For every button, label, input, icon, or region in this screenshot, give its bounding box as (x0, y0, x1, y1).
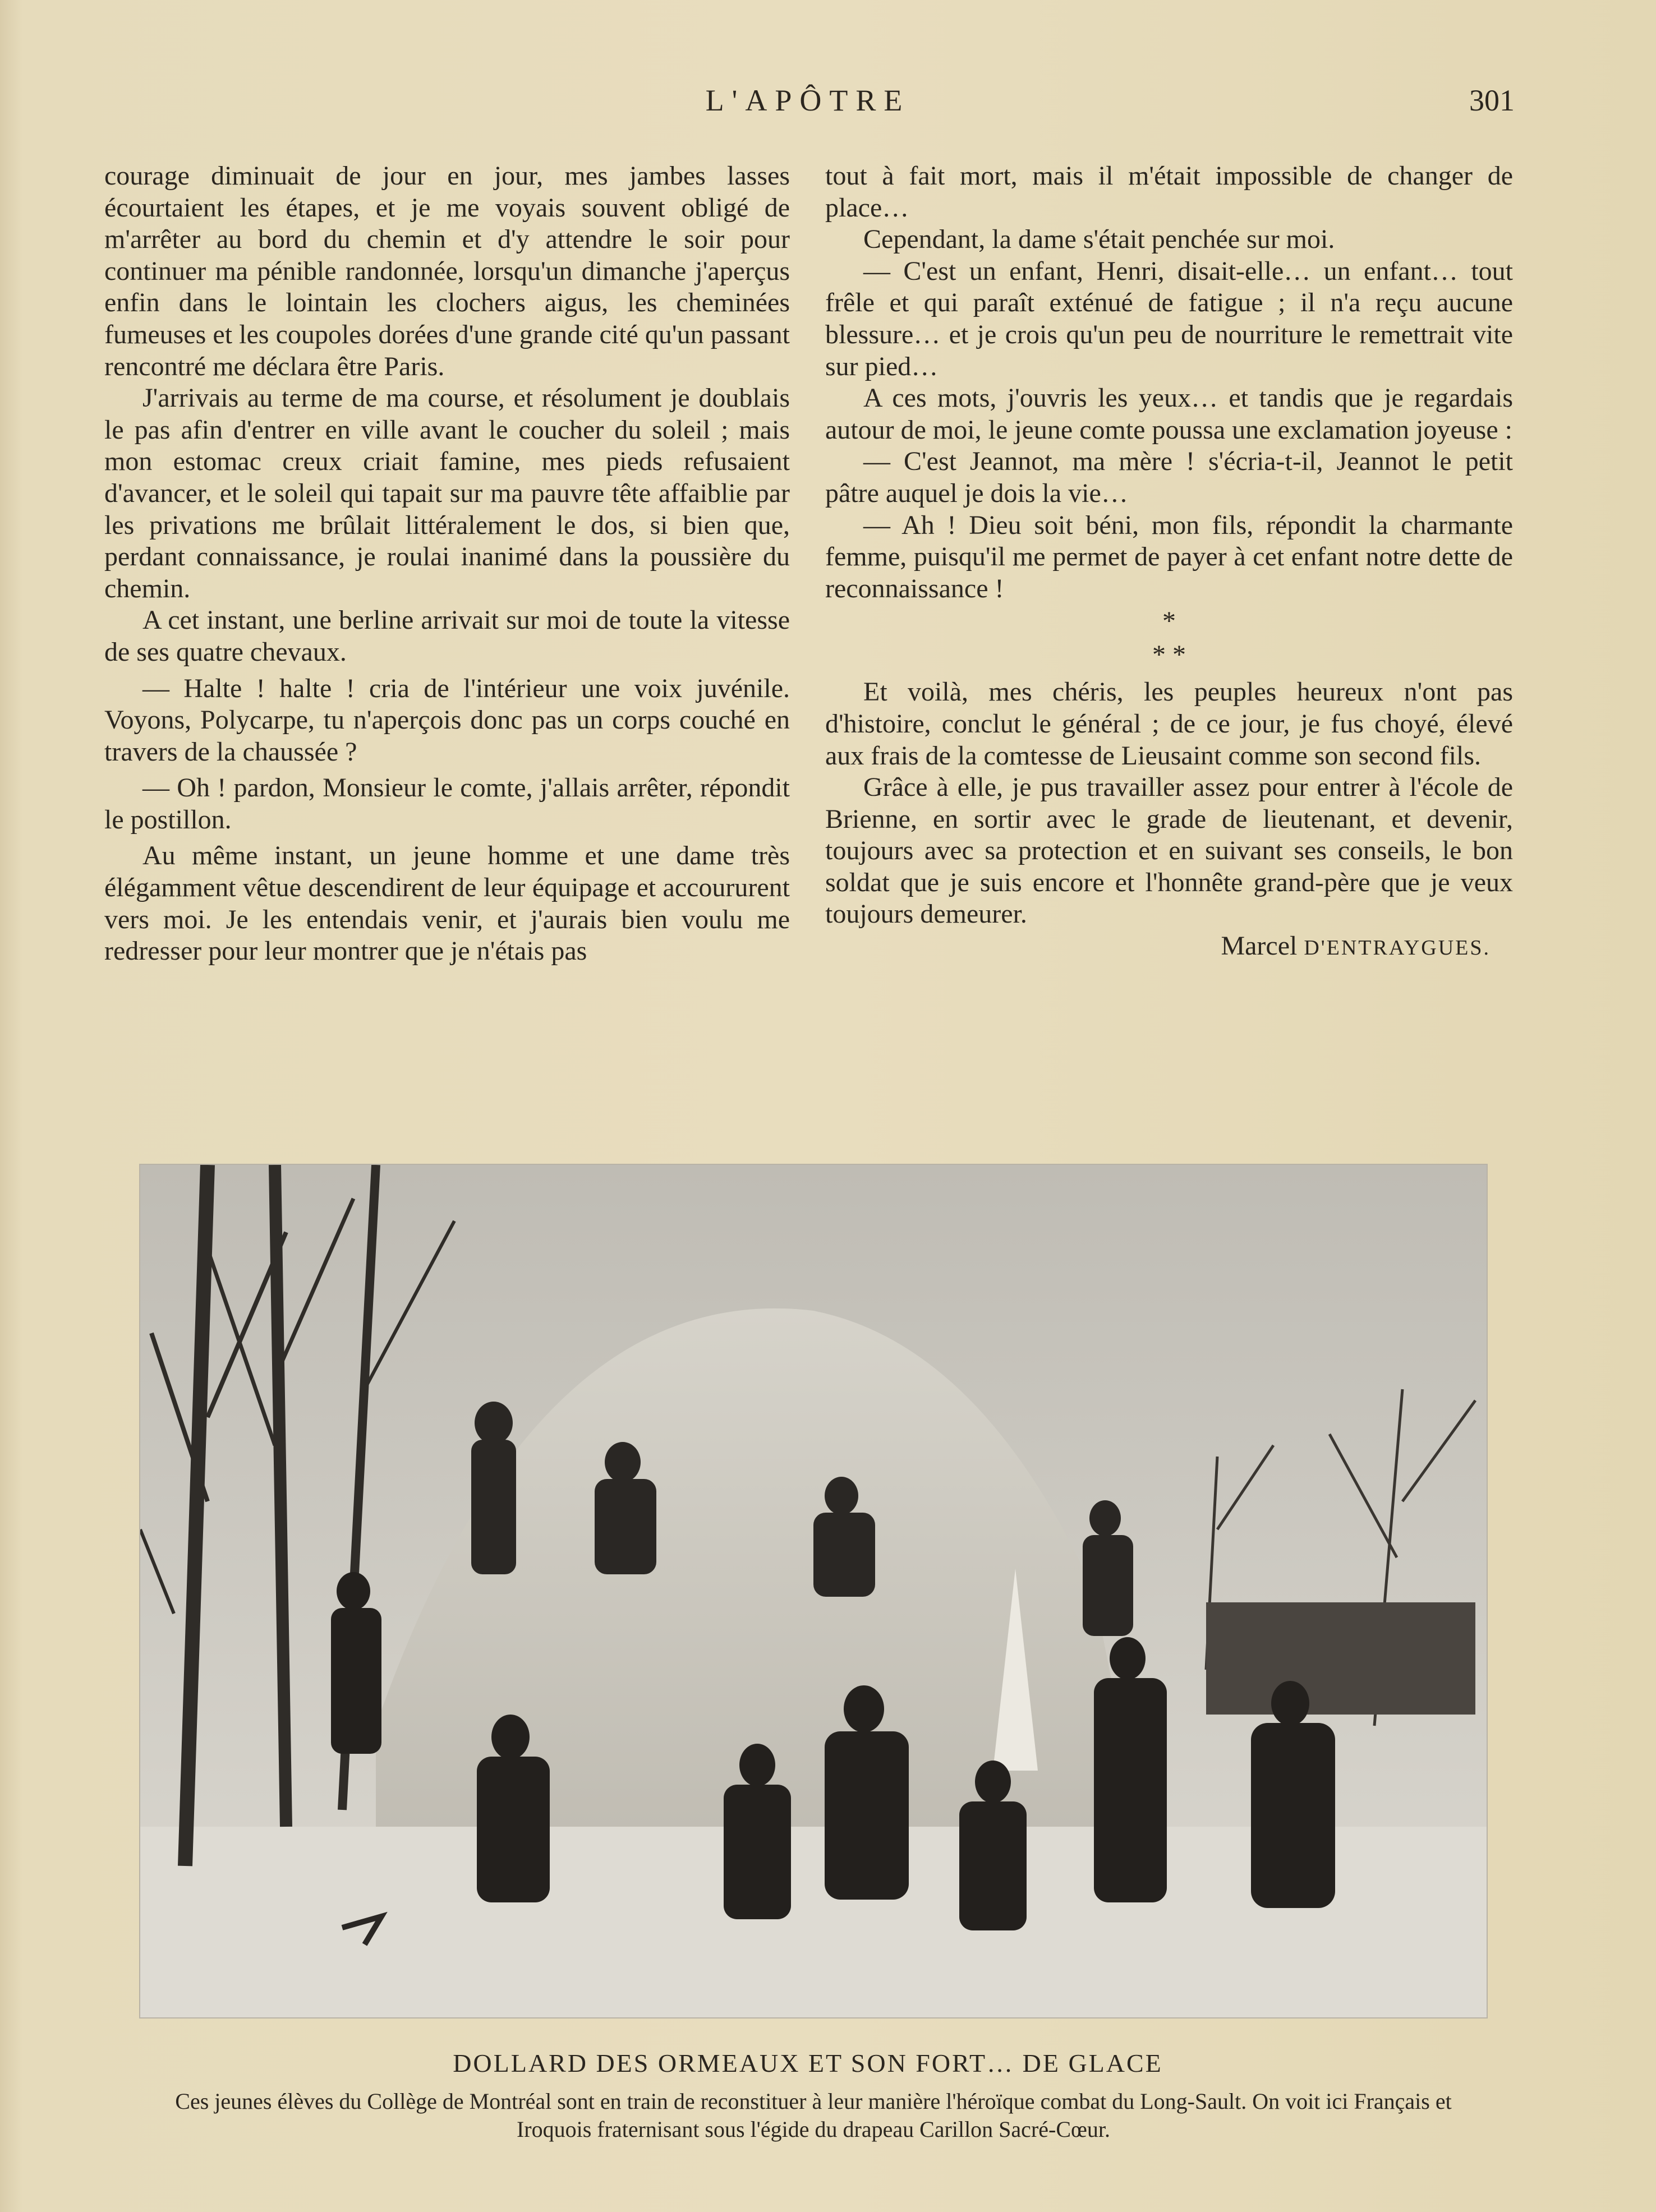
page-number: 301 (1469, 84, 1515, 117)
paragraph: Et voilà, mes chéris, les peuples heureux n'ont pas d'histoire, conclut le général ; de ce jour, je fus choyé, élevé aux frais de la comtesse de Lieusaint comme son second fils. (825, 677, 1513, 771)
paragraph: — C'est Jeannot, ma mère ! s'écria-t-il, Jeannot le petit pâtre auquel je dois la vie… (825, 446, 1513, 508)
author-first-name: Marcel (1221, 931, 1298, 961)
paragraph: A cet instant, une berline arrivait sur moi de toute la vitesse de ses quatre chevaux. (104, 605, 790, 667)
paragraph: — C'est un enfant, Henri, disait-elle… un enfant… tout frêle et qui paraît exténué de fatigue ; il n'a reçu aucune blessure… et je crois qu'un peu de nourriture le remettrait vite sur pied… (825, 256, 1513, 381)
photo-illustration (140, 1165, 1487, 2017)
section-separator-top: * (1162, 606, 1176, 637)
page-header (101, 83, 1515, 128)
running-title: L'APÔTRE (705, 84, 910, 117)
section-separator-bottom: * * (1152, 640, 1186, 670)
paragraph: Cependant, la dame s'était penchée sur moi. (863, 224, 1335, 255)
paragraph: — Ah ! Dieu soit béni, mon fils, répondit la charmante femme, puisqu'il me permet de payer à cet enfant notre dette de reconnaissance ! (825, 510, 1513, 603)
paragraph: courage diminuait de jour en jour, mes jambes lasses écourtaient les étapes, et je me voyais souvent obligé de m'arrêter au bord du chemin et d'y attendre le soir pour continuer ma pénible randonnée, lorsqu'un dimanche j'aperçus enfin dans le lointain les clochers aigus, les cheminées fumeuses et les coupoles dorées d'une grande cité qu'un passant rencontré me déclara être Paris. (104, 161, 790, 381)
photo-caption-title: DOLLARD DES ORMEAUX ET SON FORT… DE GLACE (453, 2049, 1163, 2077)
left-text-column (104, 160, 790, 967)
photo-caption-text: Ces jeunes élèves du Collège de Montréal sont en train de reconstituer à leur manière l'héroïque combat du Long-Sault. On voit ici Français et Iroquois fraternisant sous l'égide du drapeau Carillon Sacré-Cœur. (175, 2089, 1452, 2142)
paragraph: A ces mots, j'ouvris les yeux… et tandis que je regardais autour de moi, le jeune comte poussa une exclamation joyeuse : (825, 383, 1513, 445)
paragraph: — Halte ! halte ! cria de l'intérieur une voix juvénile. Voyons, Polycarpe, tu n'aperçois donc pas un corps couché en travers de la chaussée ? (104, 673, 790, 767)
paragraph: — Oh ! pardon, Monsieur le comte, j'allais arrêter, répondit le postillon. (104, 773, 790, 835)
right-text-column (825, 160, 1513, 964)
snow-fort-photograph (139, 1164, 1488, 2019)
paragraph: Au même instant, un jeune homme et une dame très élégamment vêtue descendirent de leur équipage et accoururent vers moi. Je les entendais venir, et j'aurais bien voulu me redresser pour leur montrer que je n'étais pas (104, 841, 790, 966)
author-signature (825, 930, 1513, 964)
paragraph: J'arrivais au terme de ma course, et résolument je doublais le pas afin d'entrer en ville avant le coucher du soleil ; mais mon estomac creux criait famine, mes pieds refusaient d'avancer, et le soleil qui tapait sur ma pauvre tête affaiblie par les privations me brûlait littéralement le dos, si bien que, perdant connaissance, je roulai inanimé dans la poussière du chemin. (104, 383, 790, 603)
paragraph: Grâce à elle, je pus travailler assez pour entrer à l'école de Brienne, en sortir avec le grade de lieutenant, et devenir, toujours avec sa protection et en suivant ses conseils, le bon soldat que je suis encore et l'honnête grand-père que je veux toujours demeurer. (825, 772, 1513, 929)
paragraph: tout à fait mort, mais il m'était impossible de changer de place… (825, 161, 1513, 223)
author-last-name: D'ENTRAYGUES. (1304, 936, 1491, 960)
distant-building (1206, 1602, 1475, 1715)
